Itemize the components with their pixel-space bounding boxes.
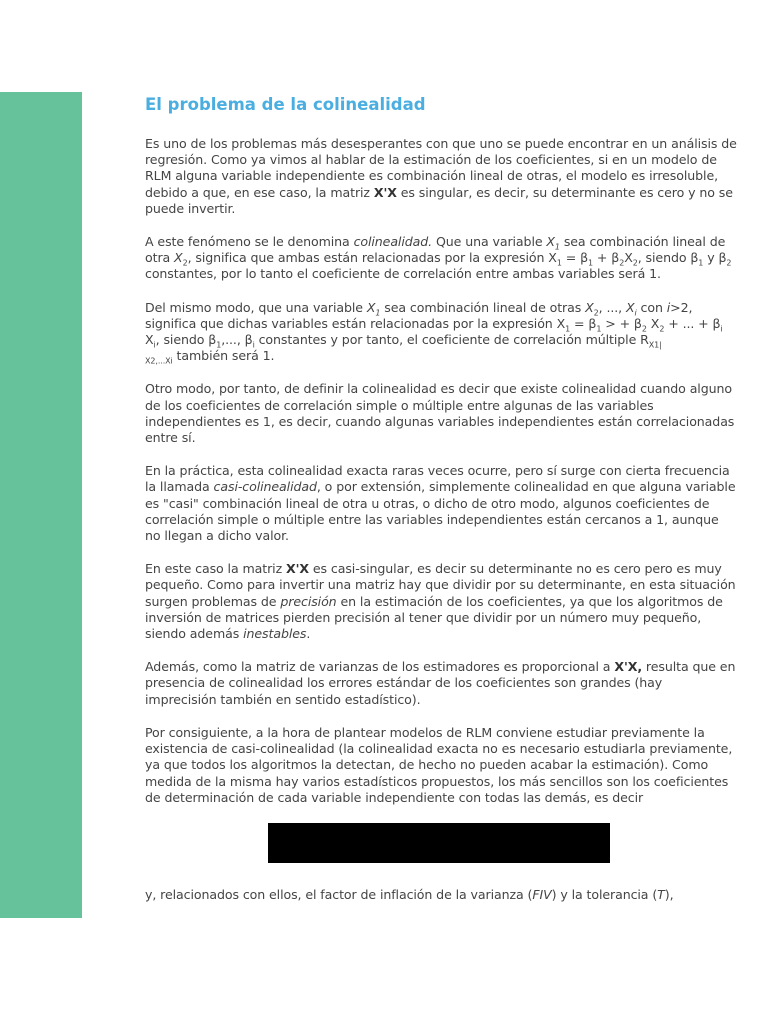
paragraph-2: A este fenómeno se le denomina colinealidad. Que una variable $X_1$ sea combinación lineal de otra $X_2$, significa que ambas están relacionadas por la expresión $X_1 = \beta_1 + \beta_2X_2$, siendo $\beta_1$ y $\beta_2$ constantes, por lo tanto el coeficiente de correlación entre ambas variables será 1.: [145, 234, 732, 282]
paragraph-7: Además, como la matriz de varianzas de los estimadores es proporcional a X'X, resulta que en presencia de colinealidad los errores estándar de los coeficientes son grandes (hay imprecisión también en sentido estadístico).: [145, 659, 736, 707]
page-title: El problema de la colinealidad: [145, 95, 426, 114]
paragraph-5: En la práctica, esta colinealidad exacta raras veces ocurre, pero sí surge con cierta frecuencia la llamada casi-colinealidad, o por extensión, simplemente colinealidad en que alguna variable es "casi" combinación lineal de otra u otras, o dicho de otro modo, algunos coeficientes de correlación simple o múltiple entre las variables independientes están cercanos a 1, aunque no llegan a dicho valor.: [145, 463, 736, 544]
sidebar-accent: [0, 92, 82, 918]
document-body: [145, 92, 737, 920]
paragraph-1: Es uno de los problemas más desesperantes con que uno se puede encontrar en un análisis de regresión. Como ya vimos al hablar de la estimación de los coeficientes, si en un modelo de RLM alguna variable independiente es combinación lineal de otras, el modelo es irresoluble, debido a que, en ese caso, la matriz X'X es singular, es decir, su determinante es cero y no se puede invertir.: [145, 136, 737, 216]
paragraph-6: En este caso la matriz X'X es casi-singular, es decir su determinante no es cero pero es muy pequeño. Como para invertir una matriz hay que dividir por su determinante, en esta situación surgen problemas de precisión en la estimación de los coeficientes, ya que los algoritmos de inversión de matrices pierden precisión al tener que dividir por un número muy pequeño, siendo además inestables.: [145, 561, 736, 642]
paragraph-3: Del mismo modo, que una variable $X_1$ sea combinación lineal de otras $X_2$, ..., $X_i$ con i>2, significa que dichas variables están relacionadas por la expresión $X_1 = \beta_1$ > + $\beta_2$ $X_2$ + ... + $\beta_i$ $X_i$, siendo $\beta_1$,..., $\beta_i$ constantes y por tanto, el coeficiente de correlación múltiple $R_{X1|}$ $_{X2,...Xi}$ también será 1.: [145, 299, 723, 366]
paragraph-4: Otro modo, por tanto, de definir la colinealidad es decir que existe colinealidad cuando alguno de los coeficientes de correlación simple o múltiple entre algunas de las variables independientes es 1, es decir, cuando algunas variables independientes están correlacionadas entre sí.: [145, 381, 735, 446]
paragraph-8: Por consiguiente, a la hora de plantear modelos de RLM conviene estudiar previamente la existencia de casi-colinealidad (la colinealidad exacta no es necesario estudiarla previamente, ya que todos los algoritmos la detectan, de hecho no pueden acabar la estimación). Como medida de la misma hay varios estadísticos propuestos, los más sencillos son los coeficientes de determinación de cada variable independiente con todas las demás, es decir: [145, 724, 733, 805]
formula-image: [268, 823, 610, 863]
paragraph-9: y, relacionados con ellos, el factor de inflación de la varianza (FIV) y la tolerancia (T),: [145, 886, 674, 902]
